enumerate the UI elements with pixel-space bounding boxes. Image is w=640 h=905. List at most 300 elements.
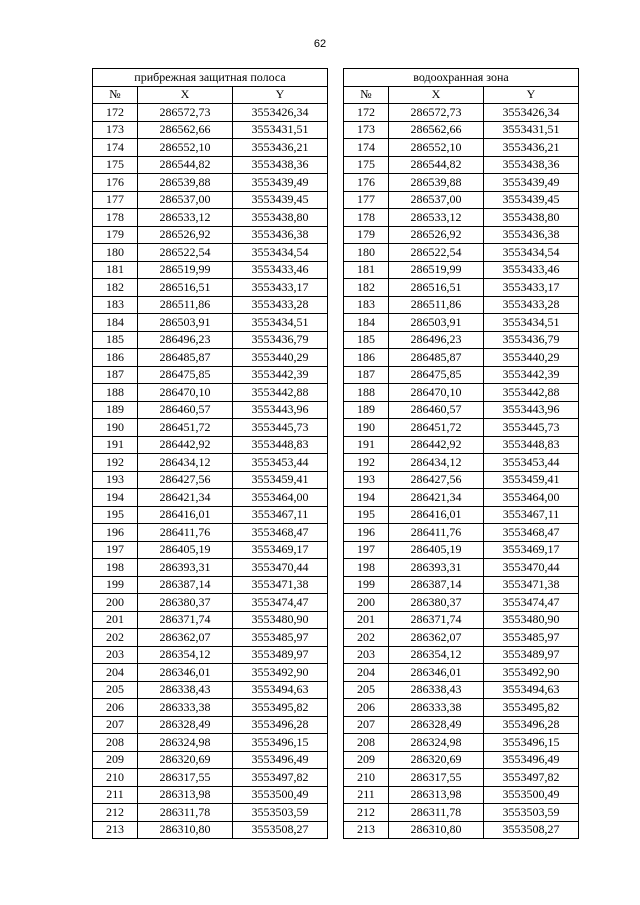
table-row [344, 576, 579, 594]
column-header-y: Y [233, 86, 328, 104]
y-coordinate-cell: 3553436,79 [484, 331, 579, 349]
x-coordinate-cell: 286328,49 [138, 716, 233, 734]
point-number-cell: 174 [344, 139, 389, 157]
table-row [344, 524, 579, 542]
y-coordinate-cell: 3553443,96 [233, 401, 328, 419]
point-number-cell: 196 [93, 524, 138, 542]
x-coordinate-cell: 286544,82 [138, 156, 233, 174]
point-number-cell: 212 [93, 804, 138, 822]
y-coordinate-cell: 3553436,38 [484, 226, 579, 244]
y-coordinate-cell: 3553471,38 [233, 576, 328, 594]
table-row [93, 786, 328, 804]
y-coordinate-cell: 3553468,47 [233, 524, 328, 542]
table-row [93, 121, 328, 139]
y-coordinate-cell: 3553442,39 [484, 366, 579, 384]
x-coordinate-cell: 286503,91 [138, 314, 233, 332]
x-coordinate-cell: 286324,98 [138, 734, 233, 752]
x-coordinate-cell: 286516,51 [389, 279, 484, 297]
y-coordinate-cell: 3553496,49 [484, 751, 579, 769]
x-coordinate-cell: 286460,57 [389, 401, 484, 419]
x-coordinate-cell: 286324,98 [389, 734, 484, 752]
table-row [344, 506, 579, 524]
table-row [344, 156, 579, 174]
y-coordinate-cell: 3553485,97 [484, 629, 579, 647]
y-coordinate-cell: 3553480,90 [233, 611, 328, 629]
table-row [93, 716, 328, 734]
y-coordinate-cell: 3553426,34 [233, 104, 328, 122]
table-row [344, 174, 579, 192]
point-number-cell: 196 [344, 524, 389, 542]
column-header-x: X [138, 86, 233, 104]
column-header-number: № [93, 86, 138, 104]
point-number-cell: 182 [344, 279, 389, 297]
x-coordinate-cell: 286333,38 [389, 699, 484, 717]
table-row [344, 104, 579, 122]
y-coordinate-cell: 3553433,46 [233, 261, 328, 279]
y-coordinate-cell: 3553431,51 [233, 121, 328, 139]
point-number-cell: 208 [93, 734, 138, 752]
y-coordinate-cell: 3553439,45 [484, 191, 579, 209]
table-row [93, 349, 328, 367]
point-number-cell: 210 [93, 769, 138, 787]
x-coordinate-cell: 286470,10 [389, 384, 484, 402]
table-row [344, 279, 579, 297]
x-coordinate-cell: 286380,37 [389, 594, 484, 612]
y-coordinate-cell: 3553438,80 [484, 209, 579, 227]
point-number-cell: 188 [93, 384, 138, 402]
point-number-cell: 189 [344, 401, 389, 419]
y-coordinate-cell: 3553474,47 [484, 594, 579, 612]
table-row [93, 104, 328, 122]
y-coordinate-cell: 3553497,82 [233, 769, 328, 787]
y-coordinate-cell: 3553445,73 [484, 419, 579, 437]
x-coordinate-cell: 286503,91 [389, 314, 484, 332]
y-coordinate-cell: 3553480,90 [484, 611, 579, 629]
table-row [93, 244, 328, 262]
point-number-cell: 186 [93, 349, 138, 367]
x-coordinate-cell: 286522,54 [138, 244, 233, 262]
y-coordinate-cell: 3553503,59 [484, 804, 579, 822]
point-number-cell: 198 [93, 559, 138, 577]
y-coordinate-cell: 3553485,97 [233, 629, 328, 647]
table-row [93, 559, 328, 577]
y-coordinate-cell: 3553494,63 [484, 681, 579, 699]
y-coordinate-cell: 3553433,17 [484, 279, 579, 297]
y-coordinate-cell: 3553492,90 [484, 664, 579, 682]
table-row [344, 139, 579, 157]
point-number-cell: 177 [344, 191, 389, 209]
x-coordinate-cell: 286511,86 [389, 296, 484, 314]
column-header-number: № [344, 86, 389, 104]
point-number-cell: 213 [93, 821, 138, 839]
x-coordinate-cell: 286552,10 [389, 139, 484, 157]
x-coordinate-cell: 286496,23 [138, 331, 233, 349]
table-row [344, 471, 579, 489]
table-row [93, 664, 328, 682]
table-header-row [93, 86, 328, 104]
table-row [93, 576, 328, 594]
y-coordinate-cell: 3553496,15 [484, 734, 579, 752]
y-coordinate-cell: 3553508,27 [484, 821, 579, 839]
y-coordinate-cell: 3553448,83 [484, 436, 579, 454]
x-coordinate-cell: 286537,00 [138, 191, 233, 209]
y-coordinate-cell: 3553440,29 [233, 349, 328, 367]
point-number-cell: 213 [344, 821, 389, 839]
point-number-cell: 192 [344, 454, 389, 472]
x-coordinate-cell: 286387,14 [138, 576, 233, 594]
point-number-cell: 190 [344, 419, 389, 437]
y-coordinate-cell: 3553434,54 [484, 244, 579, 262]
y-coordinate-cell: 3553459,41 [484, 471, 579, 489]
x-coordinate-cell: 286519,99 [138, 261, 233, 279]
x-coordinate-cell: 286475,85 [389, 366, 484, 384]
x-coordinate-cell: 286562,66 [389, 121, 484, 139]
x-coordinate-cell: 286362,07 [389, 629, 484, 647]
x-coordinate-cell: 286519,99 [389, 261, 484, 279]
point-number-cell: 206 [93, 699, 138, 717]
table-row [344, 244, 579, 262]
table-row [344, 261, 579, 279]
x-coordinate-cell: 286411,76 [389, 524, 484, 542]
table-row [93, 646, 328, 664]
y-coordinate-cell: 3553434,54 [233, 244, 328, 262]
point-number-cell: 211 [93, 786, 138, 804]
y-coordinate-cell: 3553497,82 [484, 769, 579, 787]
point-number-cell: 206 [344, 699, 389, 717]
x-coordinate-cell: 286320,69 [389, 751, 484, 769]
y-coordinate-cell: 3553426,34 [484, 104, 579, 122]
table-row [93, 419, 328, 437]
y-coordinate-cell: 3553496,15 [233, 734, 328, 752]
table-row [93, 156, 328, 174]
x-coordinate-cell: 286496,23 [389, 331, 484, 349]
x-coordinate-cell: 286562,66 [138, 121, 233, 139]
point-number-cell: 175 [93, 156, 138, 174]
x-coordinate-cell: 286516,51 [138, 279, 233, 297]
point-number-cell: 209 [344, 751, 389, 769]
point-number-cell: 195 [344, 506, 389, 524]
table-row [93, 524, 328, 542]
table-row [344, 191, 579, 209]
table-row [344, 296, 579, 314]
point-number-cell: 197 [344, 541, 389, 559]
point-number-cell: 191 [344, 436, 389, 454]
x-coordinate-cell: 286442,92 [138, 436, 233, 454]
table-row [344, 121, 579, 139]
x-coordinate-cell: 286434,12 [389, 454, 484, 472]
y-coordinate-cell: 3553445,73 [233, 419, 328, 437]
point-number-cell: 191 [93, 436, 138, 454]
table-row [93, 209, 328, 227]
point-number-cell: 205 [344, 681, 389, 699]
table-row [344, 664, 579, 682]
table-row [93, 681, 328, 699]
x-coordinate-cell: 286310,80 [138, 821, 233, 839]
y-coordinate-cell: 3553439,45 [233, 191, 328, 209]
x-coordinate-cell: 286405,19 [138, 541, 233, 559]
point-number-cell: 185 [344, 331, 389, 349]
x-coordinate-cell: 286362,07 [138, 629, 233, 647]
x-coordinate-cell: 286533,12 [389, 209, 484, 227]
point-number-cell: 209 [93, 751, 138, 769]
table-row [344, 769, 579, 787]
point-number-cell: 174 [93, 139, 138, 157]
x-coordinate-cell: 286328,49 [389, 716, 484, 734]
point-number-cell: 195 [93, 506, 138, 524]
table-row [93, 139, 328, 157]
point-number-cell: 210 [344, 769, 389, 787]
point-number-cell: 211 [344, 786, 389, 804]
y-coordinate-cell: 3553453,44 [484, 454, 579, 472]
table-row [93, 384, 328, 402]
point-number-cell: 199 [93, 576, 138, 594]
table-row [93, 174, 328, 192]
point-number-cell: 207 [344, 716, 389, 734]
y-coordinate-cell: 3553442,39 [233, 366, 328, 384]
point-number-cell: 204 [93, 664, 138, 682]
x-coordinate-cell: 286333,38 [138, 699, 233, 717]
table-row [344, 699, 579, 717]
column-header-y: Y [484, 86, 579, 104]
table-row [93, 734, 328, 752]
table-row [344, 454, 579, 472]
table-row [344, 541, 579, 559]
point-number-cell: 208 [344, 734, 389, 752]
table-row [93, 436, 328, 454]
x-coordinate-cell: 286572,73 [389, 104, 484, 122]
point-number-cell: 190 [93, 419, 138, 437]
table-row [93, 366, 328, 384]
x-coordinate-cell: 286371,74 [138, 611, 233, 629]
point-number-cell: 180 [344, 244, 389, 262]
y-coordinate-cell: 3553434,51 [233, 314, 328, 332]
point-number-cell: 202 [344, 629, 389, 647]
table-row [93, 261, 328, 279]
x-coordinate-cell: 286320,69 [138, 751, 233, 769]
x-coordinate-cell: 286421,34 [389, 489, 484, 507]
point-number-cell: 193 [93, 471, 138, 489]
x-coordinate-cell: 286427,56 [138, 471, 233, 489]
x-coordinate-cell: 286539,88 [389, 174, 484, 192]
y-coordinate-cell: 3553508,27 [233, 821, 328, 839]
x-coordinate-cell: 286526,92 [138, 226, 233, 244]
x-coordinate-cell: 286405,19 [389, 541, 484, 559]
point-number-cell: 181 [344, 261, 389, 279]
point-number-cell: 189 [93, 401, 138, 419]
x-coordinate-cell: 286311,78 [138, 804, 233, 822]
coastal-protective-strip-table [92, 68, 328, 839]
y-coordinate-cell: 3553467,11 [233, 506, 328, 524]
y-coordinate-cell: 3553469,17 [233, 541, 328, 559]
table-row [344, 786, 579, 804]
y-coordinate-cell: 3553468,47 [484, 524, 579, 542]
table-row [93, 611, 328, 629]
table-row [93, 226, 328, 244]
table-row [344, 804, 579, 822]
x-coordinate-cell: 286485,87 [389, 349, 484, 367]
table-row [344, 331, 579, 349]
y-coordinate-cell: 3553470,44 [233, 559, 328, 577]
point-number-cell: 203 [344, 646, 389, 664]
table-row [344, 611, 579, 629]
y-coordinate-cell: 3553495,82 [233, 699, 328, 717]
y-coordinate-cell: 3553492,90 [233, 664, 328, 682]
x-coordinate-cell: 286338,43 [138, 681, 233, 699]
table-row [344, 384, 579, 402]
table-row [344, 366, 579, 384]
x-coordinate-cell: 286354,12 [389, 646, 484, 664]
y-coordinate-cell: 3553436,21 [484, 139, 579, 157]
table-row [93, 279, 328, 297]
y-coordinate-cell: 3553459,41 [233, 471, 328, 489]
x-coordinate-cell: 286572,73 [138, 104, 233, 122]
point-number-cell: 173 [93, 121, 138, 139]
x-coordinate-cell: 286311,78 [389, 804, 484, 822]
x-coordinate-cell: 286470,10 [138, 384, 233, 402]
x-coordinate-cell: 286485,87 [138, 349, 233, 367]
table-title: прибрежная защитная полоса [93, 69, 328, 87]
page-number: 62 [313, 38, 327, 50]
table-row [344, 419, 579, 437]
table-row [344, 559, 579, 577]
x-coordinate-cell: 286451,72 [389, 419, 484, 437]
point-number-cell: 200 [344, 594, 389, 612]
y-coordinate-cell: 3553471,38 [484, 576, 579, 594]
table-row [344, 594, 579, 612]
y-coordinate-cell: 3553470,44 [484, 559, 579, 577]
point-number-cell: 178 [93, 209, 138, 227]
table-row [93, 629, 328, 647]
table-row [93, 454, 328, 472]
x-coordinate-cell: 286552,10 [138, 139, 233, 157]
y-coordinate-cell: 3553500,49 [484, 786, 579, 804]
point-number-cell: 212 [344, 804, 389, 822]
x-coordinate-cell: 286451,72 [138, 419, 233, 437]
y-coordinate-cell: 3553489,97 [484, 646, 579, 664]
y-coordinate-cell: 3553453,44 [233, 454, 328, 472]
table-row [344, 751, 579, 769]
point-number-cell: 200 [93, 594, 138, 612]
x-coordinate-cell: 286544,82 [389, 156, 484, 174]
table-row [93, 541, 328, 559]
y-coordinate-cell: 3553469,17 [484, 541, 579, 559]
point-number-cell: 203 [93, 646, 138, 664]
table-title: водоохранная зона [344, 69, 579, 87]
table-row [344, 681, 579, 699]
point-number-cell: 184 [344, 314, 389, 332]
point-number-cell: 179 [344, 226, 389, 244]
table-row [93, 489, 328, 507]
y-coordinate-cell: 3553494,63 [233, 681, 328, 699]
y-coordinate-cell: 3553496,49 [233, 751, 328, 769]
point-number-cell: 176 [344, 174, 389, 192]
x-coordinate-cell: 286475,85 [138, 366, 233, 384]
y-coordinate-cell: 3553443,96 [484, 401, 579, 419]
table-row [344, 646, 579, 664]
y-coordinate-cell: 3553500,49 [233, 786, 328, 804]
table-row [93, 804, 328, 822]
column-header-x: X [389, 86, 484, 104]
y-coordinate-cell: 3553464,00 [484, 489, 579, 507]
table-row [93, 769, 328, 787]
x-coordinate-cell: 286533,12 [138, 209, 233, 227]
table-row [93, 751, 328, 769]
x-coordinate-cell: 286416,01 [138, 506, 233, 524]
y-coordinate-cell: 3553503,59 [233, 804, 328, 822]
y-coordinate-cell: 3553489,97 [233, 646, 328, 664]
table-row [344, 489, 579, 507]
x-coordinate-cell: 286421,34 [138, 489, 233, 507]
y-coordinate-cell: 3553436,21 [233, 139, 328, 157]
x-coordinate-cell: 286313,98 [389, 786, 484, 804]
point-number-cell: 172 [93, 104, 138, 122]
point-number-cell: 178 [344, 209, 389, 227]
table-row [344, 436, 579, 454]
y-coordinate-cell: 3553440,29 [484, 349, 579, 367]
x-coordinate-cell: 286434,12 [138, 454, 233, 472]
table-header-row [344, 86, 579, 104]
table-row [93, 471, 328, 489]
point-number-cell: 172 [344, 104, 389, 122]
point-number-cell: 176 [93, 174, 138, 192]
table-row [93, 821, 328, 839]
table-row [344, 401, 579, 419]
point-number-cell: 205 [93, 681, 138, 699]
table-title-row [93, 69, 328, 87]
table-row [93, 191, 328, 209]
point-number-cell: 188 [344, 384, 389, 402]
point-number-cell: 198 [344, 559, 389, 577]
table-row [93, 401, 328, 419]
point-number-cell: 201 [344, 611, 389, 629]
point-number-cell: 199 [344, 576, 389, 594]
x-coordinate-cell: 286460,57 [138, 401, 233, 419]
point-number-cell: 201 [93, 611, 138, 629]
point-number-cell: 193 [344, 471, 389, 489]
point-number-cell: 192 [93, 454, 138, 472]
table-row [344, 349, 579, 367]
table-row [344, 226, 579, 244]
water-protection-zone-table [343, 68, 579, 839]
y-coordinate-cell: 3553436,38 [233, 226, 328, 244]
point-number-cell: 175 [344, 156, 389, 174]
table-row [344, 209, 579, 227]
y-coordinate-cell: 3553467,11 [484, 506, 579, 524]
table-row [344, 314, 579, 332]
table-title-row [344, 69, 579, 87]
y-coordinate-cell: 3553433,28 [233, 296, 328, 314]
y-coordinate-cell: 3553442,88 [484, 384, 579, 402]
x-coordinate-cell: 286442,92 [389, 436, 484, 454]
x-coordinate-cell: 286346,01 [389, 664, 484, 682]
y-coordinate-cell: 3553438,80 [233, 209, 328, 227]
point-number-cell: 180 [93, 244, 138, 262]
point-number-cell: 177 [93, 191, 138, 209]
y-coordinate-cell: 3553433,17 [233, 279, 328, 297]
point-number-cell: 207 [93, 716, 138, 734]
point-number-cell: 197 [93, 541, 138, 559]
x-coordinate-cell: 286354,12 [138, 646, 233, 664]
y-coordinate-cell: 3553433,28 [484, 296, 579, 314]
x-coordinate-cell: 286313,98 [138, 786, 233, 804]
x-coordinate-cell: 286393,31 [138, 559, 233, 577]
table-row [344, 716, 579, 734]
table-row [93, 699, 328, 717]
x-coordinate-cell: 286387,14 [389, 576, 484, 594]
y-coordinate-cell: 3553433,46 [484, 261, 579, 279]
y-coordinate-cell: 3553438,36 [233, 156, 328, 174]
y-coordinate-cell: 3553431,51 [484, 121, 579, 139]
